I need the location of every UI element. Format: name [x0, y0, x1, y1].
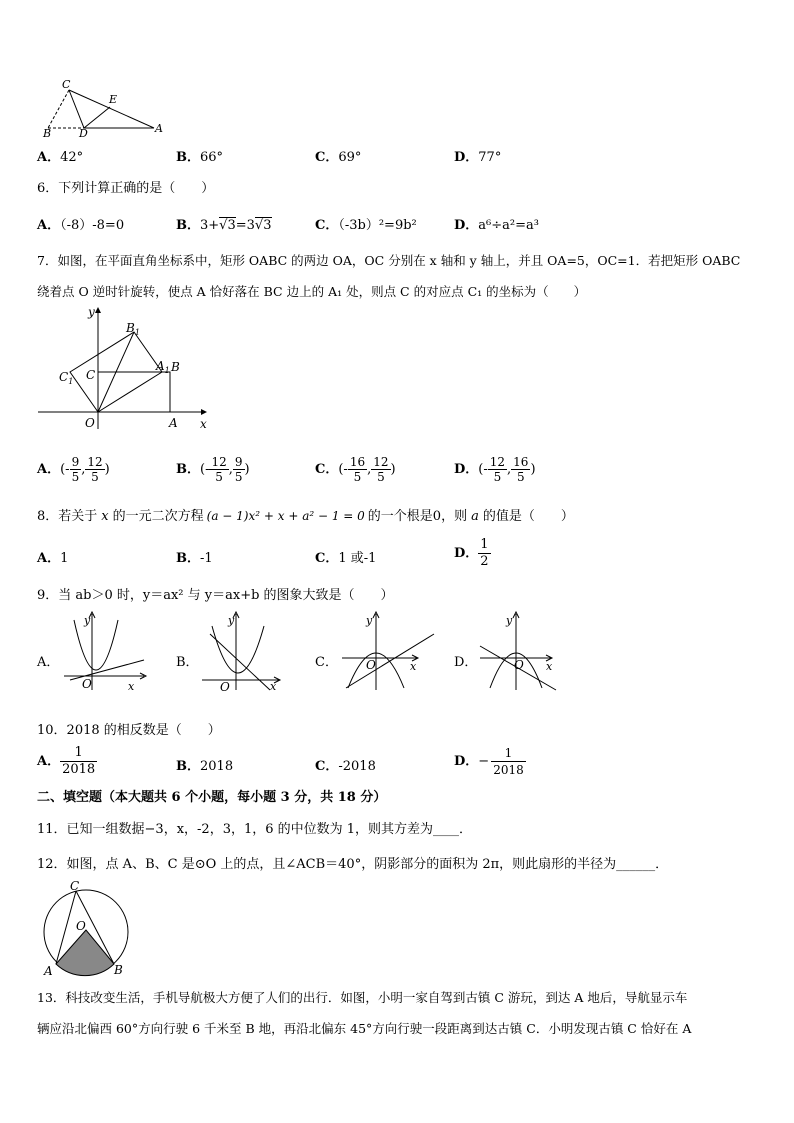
q10-option-b[interactable]: B．2018 [176, 759, 234, 774]
q9-graph-c[interactable] [338, 610, 438, 692]
q5-option-a[interactable]: A．42° [37, 150, 84, 165]
q8-option-a[interactable]: A．1 [37, 551, 69, 566]
q6-option-a[interactable]: A．（-8）-8=0 [37, 218, 125, 233]
q6-option-b[interactable]: B．3+√3=3√3 [176, 218, 272, 233]
svg-text:O: O [366, 658, 376, 672]
q12-circle-figure [38, 878, 134, 978]
svg-text:A: A [169, 416, 178, 430]
q9-stem: 9．当 ab＞0 时，y＝ax² 与 y＝ax+b 的图象大致是（ ） [37, 588, 394, 603]
svg-text:y: y [506, 614, 513, 627]
svg-text:x: x [546, 660, 553, 673]
q10-option-c[interactable]: C．-2018 [315, 759, 376, 774]
svg-text:B: B [171, 360, 180, 374]
svg-text:A: A [44, 964, 53, 978]
svg-text:B: B [114, 963, 123, 977]
q7-option-b[interactable]: B．(- $\frac{12}{5}$ , $\frac{9}{5}$ ) [176, 455, 250, 484]
svg-text:B1: $B_1$ [126, 321, 140, 337]
svg-text:A1: $A_1$ [156, 359, 170, 375]
q13-line2: 辆应沿北偏西 60°方向行驶 6 千米至 B 地，再沿北偏东 45°方向行驶一段距离到达古镇 C．小明发现古镇 C 恰好在 A [37, 1021, 692, 1036]
q10-option-d[interactable]: D．− $\frac{1}{2018}$ [454, 746, 524, 777]
svg-text:C: C [86, 368, 96, 382]
q6-option-c[interactable]: C．（-3b）²=9b² [315, 218, 417, 233]
label-B: B [43, 127, 52, 138]
svg-text:x: x [128, 680, 135, 692]
q7-option-d[interactable]: D．(- $\frac{12}{5}$ , $\frac{16}{5}$ ) [454, 455, 536, 484]
q7-option-c[interactable]: C．(- $\frac{16}{5}$ , $\frac{12}{5}$ ) [315, 455, 396, 484]
label-D: D [79, 127, 88, 138]
svg-text:y: y [84, 614, 91, 627]
svg-text:C: C [70, 879, 80, 893]
svg-text:C1: $C_1$ [59, 370, 74, 386]
svg-text:O: O [76, 919, 86, 933]
q8-option-c[interactable]: C．1 或-1 [315, 551, 377, 566]
sqrt-symbol: √3 [219, 218, 236, 233]
label-C: C [62, 78, 71, 91]
q10-option-a[interactable]: A． $\frac{1}{2018}$ [37, 745, 96, 777]
q5-option-d[interactable]: D．77° [454, 150, 502, 165]
q9-option-c-label[interactable]: C． [315, 655, 338, 670]
q9-graph-b[interactable] [200, 610, 290, 692]
q5-option-b[interactable]: B．66° [176, 150, 224, 165]
q12-stem: 12．如图，点 A、B、C 是⊙O 上的点，且∠ACB＝40°，阴影部分的面积为 2π，则此扇形的半径为______． [37, 857, 669, 872]
q8-option-b[interactable]: B．-1 [176, 551, 213, 566]
q13-line1: 13．科技改变生活，手机导航极大方便了人们的出行．如图，小明一家自驾到古镇 C 游玩，到达 A 地后，导航显示车 [37, 990, 688, 1005]
q9-option-b-label[interactable]: B． [176, 655, 199, 670]
svg-text:y: y [366, 614, 373, 627]
svg-text:O: O [85, 416, 95, 430]
q9-option-a-label[interactable]: A． [37, 655, 60, 670]
svg-text:y: y [228, 614, 235, 627]
svg-text:x: x [270, 680, 277, 692]
q11-stem: 11．已知一组数据−3，x，-2，3，1，6 的中位数为 1，则其方差为____． [37, 822, 473, 837]
q10-stem: 10．2018 的相反数是（ ） [37, 723, 221, 738]
q7-option-a[interactable]: A．(- $\frac{9}{5}$ , $\frac{12}{5}$ ) [37, 455, 110, 484]
q8-stem: 8．若关于 x 的一元二次方程 (a − 1)x² + x + a² − 1 = 0 的一个根是0，则 a 的值是（ ） [37, 509, 574, 524]
svg-text:O: O [514, 658, 524, 672]
top-triangle-figure [40, 76, 170, 138]
svg-text:x: x [410, 660, 417, 673]
q9-option-d-label[interactable]: D． [454, 655, 478, 670]
q8-option-d[interactable]: D． $\frac{1}{2}$ [454, 537, 489, 569]
q9-graph-a[interactable] [62, 610, 152, 692]
q7-line1: 7．如图，在平面直角坐标系中，矩形 OABC 的两边 OA，OC 分别在 x 轴和 y 轴上，并且 OA=5，OC=1．若把矩形 OABC [37, 253, 741, 268]
label-E: E [109, 93, 118, 106]
q5-option-c[interactable]: C．69° [315, 150, 362, 165]
section-2-title: 二、填空题（本大题共 6 个小题，每小题 3 分，共 18 分） [37, 790, 387, 805]
svg-text:y: y [88, 305, 95, 319]
svg-text:x: x [200, 417, 207, 431]
q6-stem: 6．下列计算正确的是（ ） [37, 181, 215, 196]
q7-line2: 绕着点 O 逆时针旋转，使点 A 恰好落在 BC 边上的 A₁ 处，则点 C 的对应点 C₁ 的坐标为（ ） [37, 284, 587, 299]
q7-coordinate-figure [36, 304, 216, 434]
q9-graph-d[interactable] [476, 610, 566, 692]
svg-text:O: O [82, 677, 92, 691]
q6-option-d[interactable]: D．a⁶÷a²=a³ [454, 218, 539, 233]
label-A: A [155, 122, 163, 135]
svg-text:O: O [220, 680, 230, 692]
